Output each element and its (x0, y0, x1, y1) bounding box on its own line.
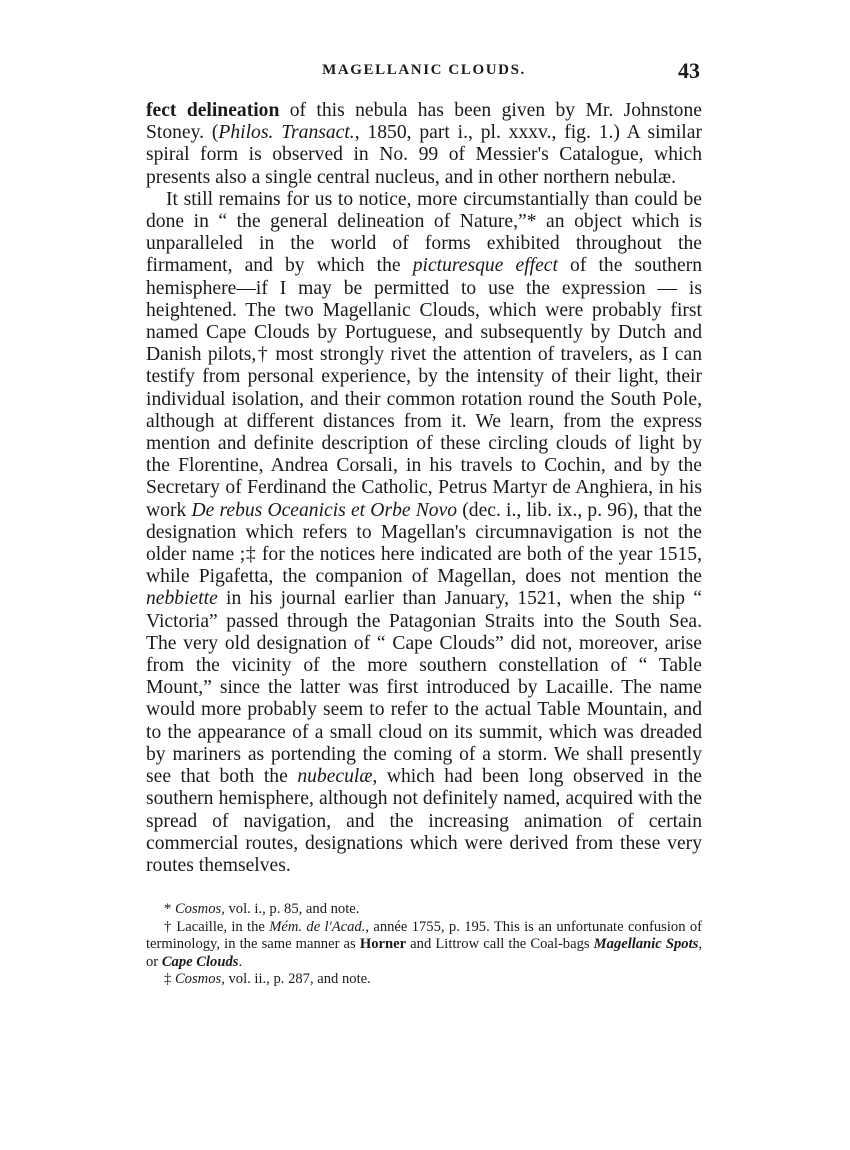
text-run: , or (146, 936, 702, 970)
text-run: It still remains for us to notice, more circumstantially than could be done in “ the general delineation of Nature,”* an object which is unparalleled in the world of forms exhibited throughout the firmament, and by which the (146, 188, 702, 277)
text-run: of this nebula has been given by Mr. Johnstone Stoney. ( (146, 100, 702, 144)
italic-work-title: De rebus Oceanicis et Orbe Novo (191, 499, 458, 521)
italic-reference: Philos. Transact. (218, 122, 355, 144)
text-run: , année 1755, p. 195. This is an unfortunate confusion of terminology, in the same manner as (146, 918, 703, 953)
paragraph-1 (146, 100, 702, 189)
text-run: of the southern hemisphere—if I may be permitted to use the expression — is heightened. The two Magellanic Clouds, which were probably first named Cape Clouds by Portuguese, and subsequently by Dutch and Danish pilots,† most strongly rivet the attention of travelers, as I can testify from personal experience, by the intensity of their light, their individual isolation, and their common rotation round the South Pole, although at different distances from it. We learn, from the express mention and definite description of these circling clouds of light by the Florentine, Andrea Corsali, in his travels to Cochin, and by the Secretary of Ferdinand the Catholic, Petrus Martyr de Anghiera, in his work (146, 255, 702, 521)
text-run: , which had been long observed in the southern hemisphere, although not definitely named, acquired with the spread of navigation, and the increasing animation of certain commercial routes, designations which were derived from these very routes themselves. (146, 766, 702, 876)
footnote-1 (146, 901, 702, 919)
italic-term: Cape Clouds (161, 953, 239, 970)
footnotes (146, 901, 702, 989)
paragraph-2 (146, 189, 702, 877)
footnote-mark: † (164, 918, 177, 935)
text-run: , 1850, part i., pl. xxxv., fig. 1.) A similar spiral form is observed in No. 99 of Messier's Catalogue, which presents also a single central nucleus, and in other northern nebulæ. (146, 122, 702, 188)
book-page (146, 58, 702, 989)
text-run: , vol. i., p. 85, and note. (221, 901, 360, 918)
page-number: 43 (678, 58, 700, 83)
bold-name: Horner (359, 936, 407, 953)
text-run: . (238, 953, 243, 970)
footnote-mark: ‡ (164, 971, 175, 988)
italic-phrase: picturesque effect (412, 255, 558, 277)
italic-term: nebbiette (146, 588, 218, 610)
text-run: , vol. ii., p. 287, and note. (221, 971, 371, 988)
italic-reference: Cosmos (174, 971, 222, 988)
text-run: Lacaille, in the (176, 918, 270, 935)
italic-term: Magellanic Spots (593, 936, 699, 953)
running-title: MAGELLANIC CLOUDS. (322, 62, 526, 78)
italic-reference: Cosmos (174, 901, 222, 918)
body-text (146, 100, 702, 877)
italic-reference: Mém. de l'Acad. (269, 918, 366, 935)
text-run: in his journal earlier than January, 1521, when the ship “ Victoria” passed through the Patagonian Straits into the South Sea. The very old designation of “ Cape Clouds” did not, moreover, arise from the vicinity of the more southern constellation of “ Table Mount,” since the latter was first introduced by Lacaille. The name would more probably seem to refer to the actual Table Mountain, and to the appearance of a small cloud on its summit, which was dreaded by mariners as portending the coming of a storm. We shall presently see that both the (146, 588, 702, 788)
footnote-2 (146, 919, 702, 972)
text-run: (dec. i., lib. ix., p. 96), that the designation which refers to Magellan's circumnavigation is not the older name ;‡ for the notices here indicated are both of the year 1515, while Pigafetta, the companion of Magellan, does not mention the (146, 499, 702, 588)
running-header (146, 58, 702, 88)
footnote-3 (146, 971, 702, 989)
footnote-mark: * (164, 901, 175, 918)
text-run: and Littrow call the Coal-bags (406, 936, 594, 953)
paragraph-lead: fect delineation (146, 100, 280, 121)
italic-term: nubeculæ (297, 766, 373, 788)
